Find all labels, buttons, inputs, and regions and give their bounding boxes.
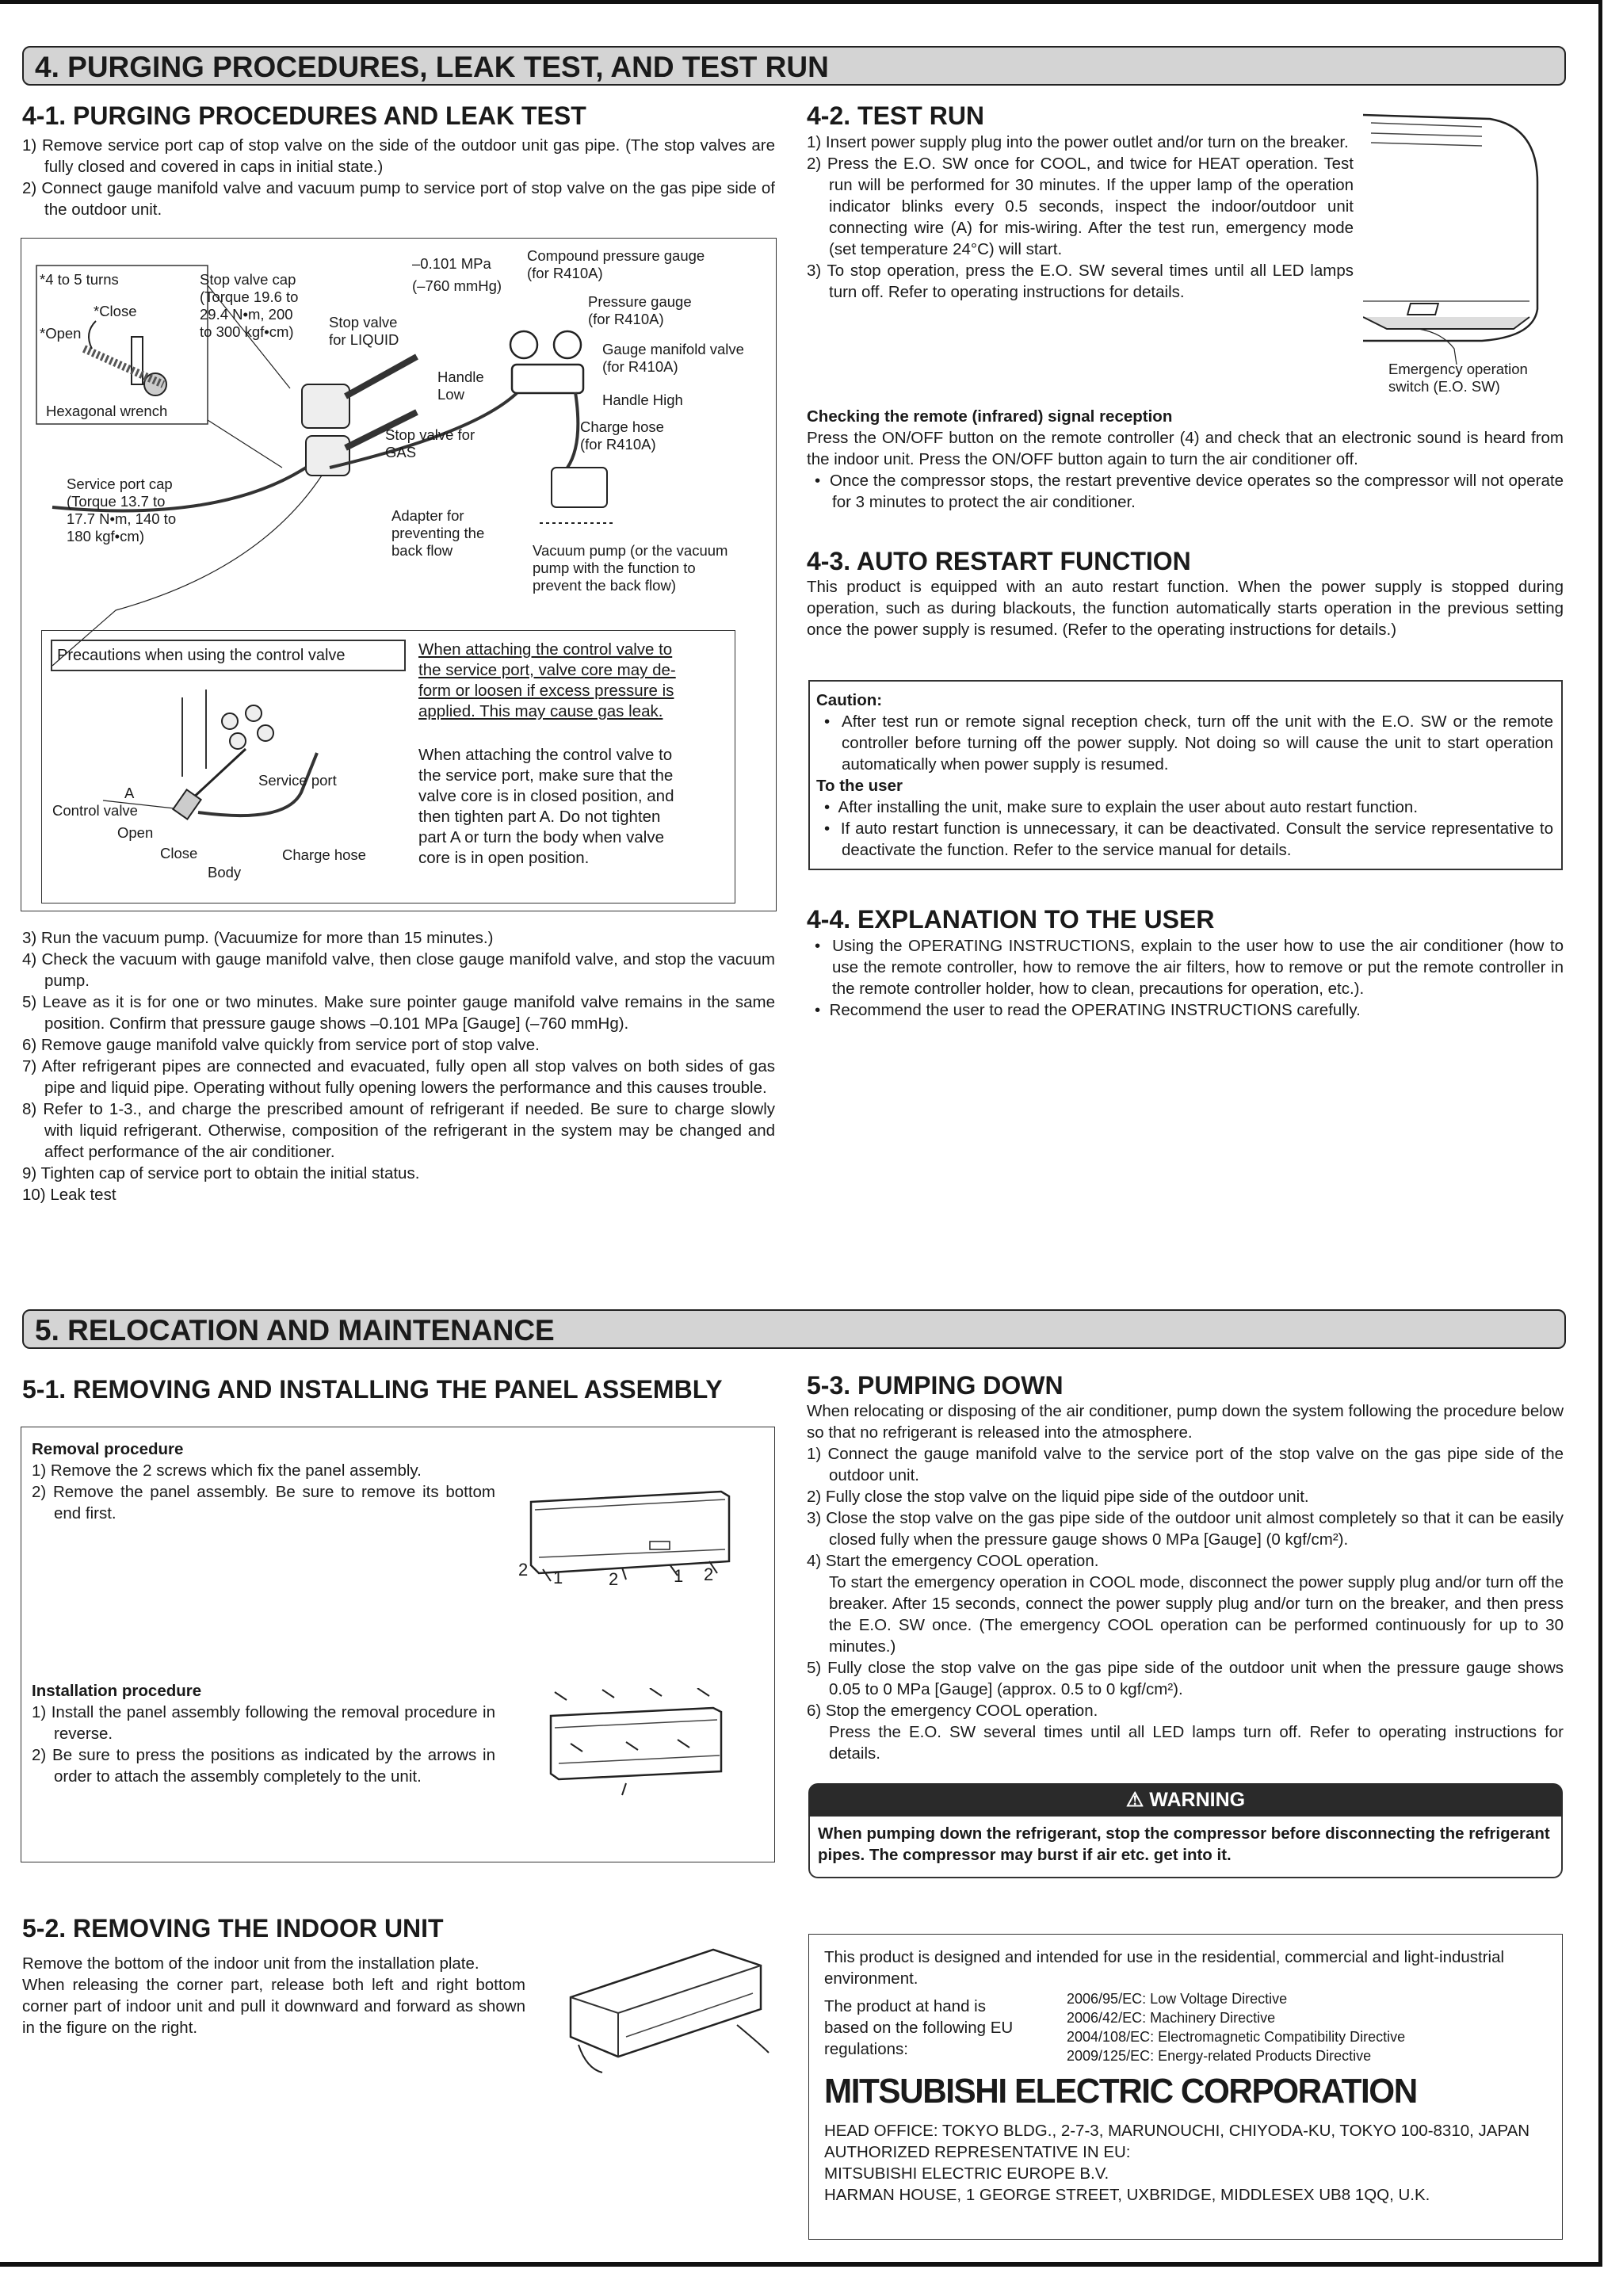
heading-5-3: 5-3. PUMPING DOWN [807, 1371, 1064, 1400]
remote-check-text: Press the ON/OFF button on the remote controller (4) and check that an electronic sound is heard from the indoor unit. Press the ON/OFF button again to turn the air conditioner off. [807, 429, 1564, 468]
warning-icon: ⚠ [1125, 1789, 1144, 1811]
label-eo-switch: Emergency operation switch (E.O. SW) [1388, 361, 1528, 395]
label-charge-hose: Charge hose (for R410A) [580, 418, 664, 453]
screw-label-2a: 2 [518, 1560, 529, 1580]
section-4-heading: 4. PURGING PROCEDURES, LEAK TEST, AND TEST RUN [22, 46, 1566, 86]
screw-label-2b: 2 [609, 1569, 619, 1589]
test-run-steps: 1) Insert power supply plug into the power outlet and/or turn on the breaker. 2) Press the E.O. SW once for COOL, and twice for HEAT operation. Test run will be performed for 30 minutes. If the upper lamp of the operation indicator blinks every 0.5 seconds, inspect the indoor/outdoor unit connecting wire (A) for mis-wiring. After the test run, emergency mode (set temperature 24°C) will start. 3) To stop operation, press the E.O. SW several times until all LED lamps turn off. Refer to operating instructions for details. [807, 133, 1354, 301]
remote-check-title: Checking the remote (infrared) signal reception [807, 407, 1173, 426]
label-gauge-manifold: Gauge manifold valve (for R410A) [602, 341, 744, 375]
legal-intro: This product is designed and intended for use in the residential, commercial and light-industrial environment. [824, 1948, 1505, 1988]
label-stop-valve-cap: Stop valve cap (Torque 19.6 to 29.4 N•m, 200 to 300 kgf•cm) [200, 271, 299, 340]
step-1: 1) Remove service port cap of stop valve on the side of the outdoor unit gas pipe. (The stop valves are fully closed and covered in caps in initial state.) [22, 136, 775, 176]
installation-procedure: Installation procedure 1) Install the panel assembly following the removal procedure in reverse. 2) Be sure to press the positions as indicated by the arrows in order to attach the assembly completely to the unit. [32, 1682, 495, 1786]
warning-text: When pumping down the refrigerant, stop the compressor before disconnecting the refrigerant pipes. The compressor may burst if air etc. get into it. [808, 1817, 1563, 1878]
label-valve-open: Open [117, 824, 154, 841]
label-close: *Close [94, 303, 137, 319]
heading-4-1: 4-1. PURGING PROCEDURES AND LEAK TEST [22, 101, 586, 130]
heading-5-2: 5-2. REMOVING THE INDOOR UNIT [22, 1914, 444, 1943]
precautions-title: Precautions when using the control valve [51, 640, 406, 671]
auto-restart-text: This product is equipped with an auto restart function. When the power supply is stopped during operation, such as during blackouts, the function automatically starts operation in the previous setting once the power supply is resumed. (Refer to the operating instructions for details.) [807, 578, 1564, 639]
purge-steps-1-2 [22, 135, 775, 220]
pumping-down-steps: 1) Connect the gauge manifold valve to the service port of the stop valve on the gas pipe side of the outdoor unit. 2) Fully close the stop valve on the liquid pipe side of the outdoor unit. 3) Close the stop valve on the gas pipe side of the outdoor unit almost completely so that it can be easily closed fully when the pressure gauge shows 0 MPa [Gauge] (0 kgf/cm²). 4) Start the emergency COOL operation. To start the emergency operation in COOL mode, disconnect the power supply plug and/or turn off the breaker. After 15 seconds, connect the power supply plug and/or turn on the breaker, and then press the E.O. SW once. (The emergency COOL operation can be performed continuously for up to 30 minutes.) 5) Fully close the stop valve on the gas pipe side of the outdoor unit when the pressure gauge shows 0.05 to 0 MPa [Gauge] (approx. 0.5 to 0 kgf/cm²). 6) Stop the emergency COOL operation. Press the E.O. SW several times until all LED lamps turn off. Refer to operating instructions for details. [807, 1445, 1564, 1763]
label-open: *Open [40, 325, 82, 342]
label-valve-close: Close [160, 845, 198, 861]
heading-4-4: 4-4. EXPLANATION TO THE USER [807, 905, 1215, 934]
label-adapter: Adapter for preventing the back flow [391, 507, 485, 559]
purge-steps-3-10: 3) Run the vacuum pump. (Vacuumize for more than 15 minutes.) 4) Check the vacuum with gauge manifold valve, then close gauge manifold valve, and stop the vacuum pump. 5) Leave as it is for one or two minutes. Make sure pointer gauge manifold valve remains in the same position. Confirm that pressure gauge shows –0.101 MPa [Gauge] (–760 mmHg). 6) Remove gauge manifold valve quickly from service port of stop valve. 7) After refrigerant pipes are connected and evacuated, fully open all stop valves on both sides of gas pipe and liquid pipe. Operating without fully opening lowers the performance and this causes trouble. 8) Refer to 1-3., and charge the prescribed amount of refrigerant if needed. Be sure to charge slowly with liquid refrigerant. Otherwise, composition of the refrigerant in the system may be changed and affect performance of the air conditioner. 9) Tighten cap of service port to obtain the initial status. 10) Leak test [22, 929, 775, 1204]
remove-indoor-unit-text: Remove the bottom of the indoor unit from the installation plate. When releasing the corner part, release both left and right bottom corner part of indoor unit and pull it downward and forward as shown in the figure on the right. [22, 1954, 525, 2037]
label-pressure-gauge: Pressure gauge (for R410A) [588, 293, 692, 327]
panel-install-illustration [539, 1688, 745, 1799]
mitsubishi-logo: MITSUBISHI ELECTRIC CORPORATION [824, 2072, 1417, 2111]
section-5-heading: 5. RELOCATION AND MAINTENANCE [22, 1309, 1566, 1349]
heading-4-2: 4-2. TEST RUN [807, 101, 985, 130]
label-stop-valve-liquid: Stop valve for LIQUID [329, 314, 399, 348]
step-2: 2) Connect gauge manifold valve and vacuum pump to service port of stop valve on the gas pipe side of the outdoor unit. [22, 179, 775, 219]
screw-label-1b: 1 [674, 1566, 684, 1586]
pumping-down-intro: When relocating or disposing of the air conditioner, pump down the system following the procedure below so that no refrigerant is released into the atmosphere. [807, 1402, 1564, 1442]
screw-label-2c: 2 [704, 1564, 714, 1584]
label-handle-low: Handle Low [437, 369, 484, 403]
warning-banner: ⚠ WARNING [808, 1783, 1563, 1817]
label-turns: *4 to 5 turns [40, 271, 119, 288]
heading-5-1: 5-1. REMOVING AND INSTALLING THE PANEL ASSEMBLY [22, 1375, 723, 1404]
indoor-unit-illustration [1363, 111, 1553, 365]
label-mpa: –0.101 MPa (–760 mmHg) [412, 255, 502, 294]
legal-eu-regulations: The product at hand is based on the following EU regulations: [824, 1997, 1014, 2058]
remote-check-bullet: • Once the compressor stops, the restart preventive device operates so the compressor will not operate for 3 minutes to protect the air conditioner. [815, 472, 1564, 511]
label-charge-hose-2: Charge hose [282, 846, 366, 863]
label-control-valve: Control valve [52, 802, 138, 819]
caution-content: Caution: • After test run or remote signal reception check, turn off the unit with the E.O. SW or the remote controller before turning off the power supply. Not doing so will cause the unit to start operation automatically when power supply is resumed. To the user • After installing the unit, make sure to explain the user about auto restart function. • If auto restart function is unnecessary, it can be deactivated. Consult the service representative to deactivate the function. Refer to the service manual for details. [816, 691, 1553, 859]
screw-label-1a: 1 [553, 1568, 563, 1587]
label-compound-gauge: Compound pressure gauge (for R410A) [527, 247, 705, 281]
directive-list: 2006/95/EC: Low Voltage Directive 2006/42/EC: Machinery Directive 2004/108/EC: Electromagnetic Compatibility Directive 2009/125/EC: Energy-related Products Directive [1067, 1991, 1406, 2064]
label-service-port: Service port [258, 772, 337, 789]
control-valve-note: When attaching the control valve to the service port, make sure that the valve core is in closed position, and then tighten part A. Do not tighten part A or turn the body when valve core is in open position. [418, 746, 674, 867]
label-handle-high: Handle High [602, 392, 683, 408]
label-part-a: A [124, 785, 135, 801]
control-valve-warning: When attaching the control valve to the service port, valve core may de- form or loosen if excess pressure is applied. This may cause gas leak. [418, 640, 676, 720]
label-stop-valve-gas: Stop valve for GAS [385, 426, 475, 460]
label-hex-wrench: Hexagonal wrench [46, 403, 168, 419]
label-body: Body [208, 864, 242, 881]
label-vacuum-pump: Vacuum pump (or the vacuum pump with the function to prevent the back flow) [533, 542, 728, 594]
label-service-port-cap: Service port cap (Torque 13.7 to 17.7 N•m, 140 to 180 kgf•cm) [67, 476, 177, 544]
heading-4-3: 4-3. AUTO RESTART FUNCTION [807, 547, 1191, 575]
legal-address: HEAD OFFICE: TOKYO BLDG., 2-7-3, MARUNOUCHI, CHIYODA-KU, TOKYO 100-8310, JAPAN AUTHORIZED REPRESENTATIVE IN EU: MITSUBISHI ELECTRIC EUROPE B.V. HARMAN HOUSE, 1 GEORGE STREET, UXBRIDGE, MIDDLESEX UB8 1QQ, U.K. [824, 2122, 1530, 2204]
removal-procedure: Removal procedure 1) Remove the 2 screws which fix the panel assembly. 2) Remove the panel assembly. Be sure to remove its bottom end first. [32, 1440, 495, 1522]
indoor-unit-removal-illustration [555, 1934, 777, 2076]
explanation-bullets: • Using the OPERATING INSTRUCTIONS, explain to the user how to use the air conditioner (how to use the remote controller, how to remove the air filters, how to remove or put the remote controller in the remote controller holder, how to clean, precautions for operation, etc.). • Recommend the user to read the OPERATING INSTRUCTIONS carefully. [815, 937, 1564, 1019]
